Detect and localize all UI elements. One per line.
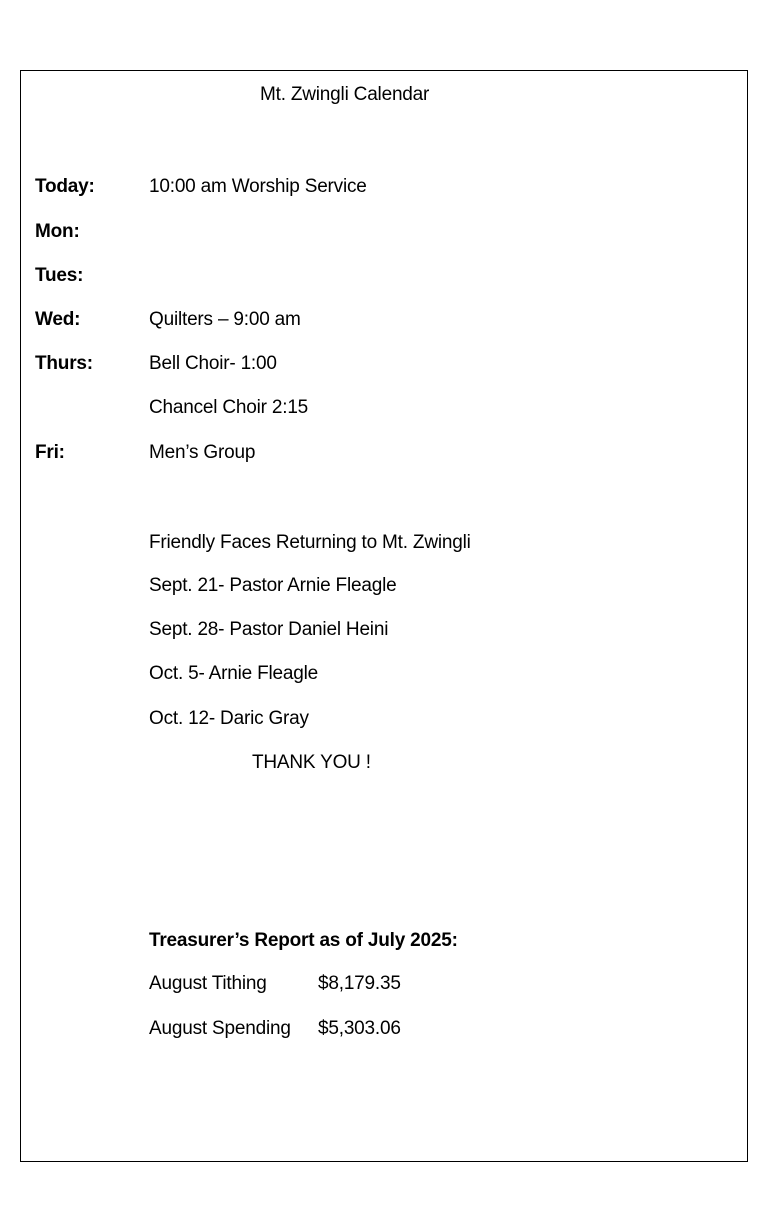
event-today: 10:00 am Worship Service <box>149 176 367 197</box>
treasurer-heading: Treasurer’s Report as of July 2025: <box>149 930 458 951</box>
day-label-fri: Fri: <box>35 442 65 463</box>
day-label-wed: Wed: <box>35 309 81 330</box>
day-label-today: Today: <box>35 176 95 197</box>
day-label-thurs: Thurs: <box>35 353 93 374</box>
event-thurs-1: Bell Choir- 1:00 <box>149 353 277 374</box>
guest-item: Oct. 12- Daric Gray <box>149 708 309 729</box>
treasurer-row-label: August Tithing <box>149 973 267 994</box>
treasurer-row-amount: $5,303.06 <box>318 1018 401 1039</box>
bulletin-frame <box>20 70 748 1162</box>
guest-item: Sept. 21- Pastor Arnie Fleagle <box>149 575 397 596</box>
treasurer-row-amount: $8,179.35 <box>318 973 401 994</box>
day-label-tues: Tues: <box>35 265 84 286</box>
event-thurs-2: Chancel Choir 2:15 <box>149 397 309 418</box>
page-title: Mt. Zwingli Calendar <box>260 84 430 105</box>
treasurer-row-label: August Spending <box>149 1018 291 1039</box>
guest-item: Oct. 5- Arnie Fleagle <box>149 663 318 684</box>
thank-you-text: THANK YOU ! <box>252 752 371 773</box>
event-wed: Quilters – 9:00 am <box>149 309 301 330</box>
guest-item: Sept. 28- Pastor Daniel Heini <box>149 619 389 640</box>
day-label-mon: Mon: <box>35 221 80 242</box>
event-fri: Men’s Group <box>149 442 256 463</box>
guests-heading: Friendly Faces Returning to Mt. Zwingli <box>149 532 471 553</box>
